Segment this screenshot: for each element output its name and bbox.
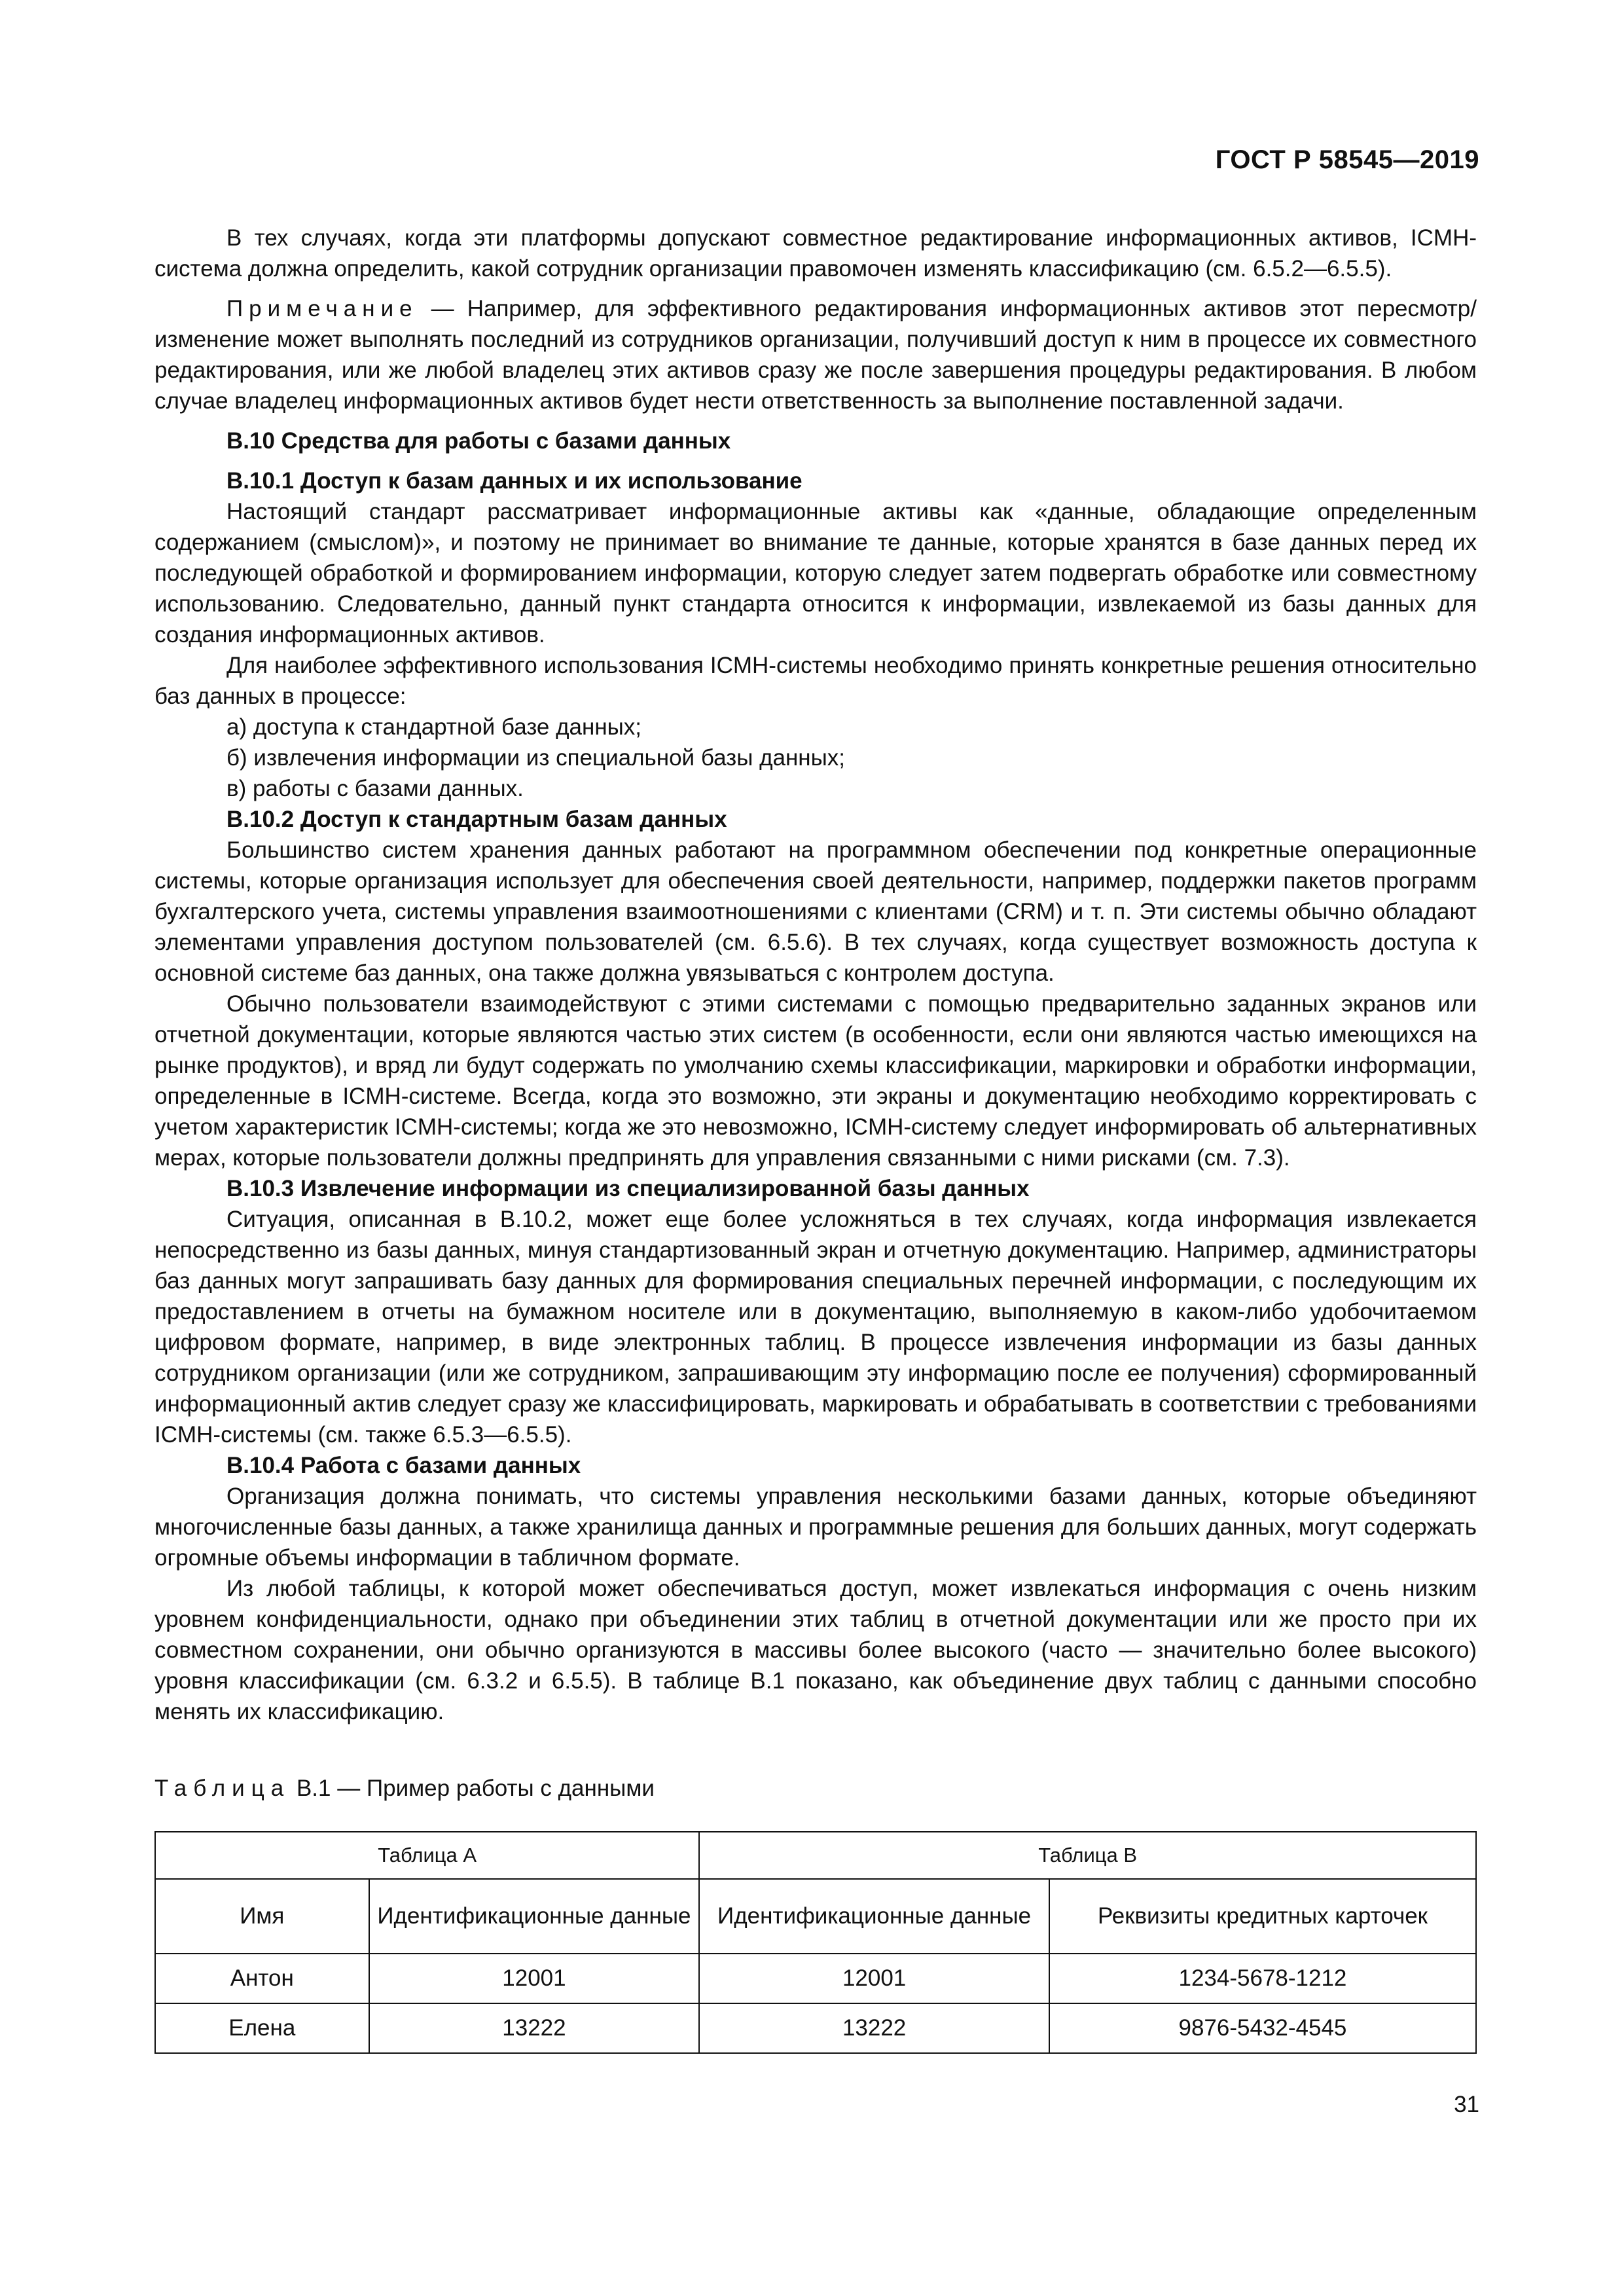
paragraph: Настоящий стандарт рассматривает информационные активы как «данные, обладающие определенным содержанием (смыслом)», и поэтому не принимает во внимание те данные, которые хранятся в базе данных перед их последующей обработкой и формированием информации, которую следует затем подвергать обработке или совместному использованию. Следовательно, данный пункт стандарта относится к информации, извлекаемой из базы данных для создания информационных активов.: [154, 499, 1477, 647]
cell-id-b: 12001: [699, 1954, 1049, 2003]
column-header-id-b: Идентификационные данные: [699, 1879, 1049, 1954]
table-caption-text: В.1 — Пример работы с данными: [290, 1776, 655, 1801]
paragraph: Организация должна понимать, что системы управления несколькими базами данных, которые объединяют многочисленные базы данных, а также хранилища данных и программные решения для больших данных, могут содержать огромные объемы информации в табличном формате.: [154, 1484, 1477, 1571]
paragraph: Обычно пользователи взаимодействуют с этими системами с помощью предварительно заданных экранов или отчетной документации, которые являются частью этих систем (в особенности, если они являются частью имеющихся на рынке продуктов), и вряд ли будут содержать по умолчанию схемы классификации, маркировки и обработки информации, определенные в ICMH-системе. Всегда, когда это возможно, эти экраны и документацию необходимо корректировать с учетом характеристик ICMH-системы; когда же это невозможно, ICMH-систему следует информировать об альтернативных мерах, которые пользователи должны предпринять для управления связанными с ними рисками (см. 7.3).: [154, 991, 1477, 1171]
table-group-b: Таблица В: [699, 1832, 1476, 1879]
paragraph: Ситуация, описанная в В.10.2, может еще более усложняться в тех случаях, когда информация извлекается непосредственно из базы данных, минуя стандартизованный экран и отчетную документацию. Например, администраторы баз данных могут запрашивать базу данных для формирования специальных перечней информации, с последующим их предоставлением в отчеты на бумажном носителе или в документацию, выполняемую в каком-либо удобочитаемом цифровом формате, например, в виде электронных таблиц. В процессе извлечения информации из базы данных сотрудником организации (или же сотрудником, запрашивающим эту информацию после ее получения) сформированный информационный актив следует сразу же классифицировать, маркировать и обрабатывать в соответствии с требованиями ICMH-системы (см. также 6.5.3—6.5.5).: [154, 1207, 1477, 1448]
paragraph: Большинство систем хранения данных работают на программном обеспечении под конкретные операционные системы, которые организация использует для обеспечения своей деятельности, например, поддержки пакетов программ бухгалтерского учета, системы управления взаимоотношениями с клиентами (CRM) и т. п. Эти системы обычно обладают элементами управления доступом пользователей (см. 6.5.6). В тех случаях, когда существует возможность доступа к основной системе баз данных, она также должна увязываться с контролем доступа.: [154, 837, 1477, 986]
section-heading-b10-4: В.10.4 Работа с базами данных: [226, 1453, 581, 1478]
spacer: [154, 456, 1477, 465]
paragraph: Из любой таблицы, к которой может обеспечиваться доступ, может извлекаться информация с очень низким уровнем конфиденциальности, однако при объединении этих таблиц в отчетной документации или же просто при их совместном сохранении, они обычно организуются в массивы более высокого (часто — значительно более высокого) уровня классификации (см. 6.3.2 и 6.5.5). В таблице В.1 показано, как объединение двух таблиц с данными способно менять их классификацию.: [154, 1576, 1477, 1724]
table-caption-label: Таблица: [154, 1776, 291, 1801]
spacer: [154, 416, 1477, 426]
document-body: [154, 223, 1477, 1727]
spacer: [154, 284, 1477, 293]
paragraph: В тех случаях, когда эти платформы допускают совместное редактирование информационных активов, ICMH-система должна определить, какой сотрудник организации правомочен изменять классификацию (см. 6.5.2—6.5.5).: [154, 225, 1477, 282]
column-header-id-a: Идентификационные данные: [369, 1879, 700, 1954]
note-paragraph: [154, 293, 1477, 416]
cell-card: 9876-5432-4545: [1049, 2003, 1476, 2053]
section-heading-b10-3: В.10.3 Извлечение информации из специализированной базы данных: [226, 1176, 1030, 1201]
column-header-name: Имя: [155, 1879, 369, 1954]
list-item-a: а) доступа к стандартной базе данных;: [226, 714, 642, 740]
cell-name: Елена: [155, 2003, 369, 2053]
table-group-a: Таблица А: [155, 1832, 699, 1879]
list-item-b: б) извлечения информации из специальной базы данных;: [226, 745, 845, 771]
cell-id-a: 13222: [369, 2003, 700, 2053]
section-heading-b10-1: В.10.1 Доступ к базам данных и их использование: [226, 468, 803, 494]
note-label: Примечание: [226, 296, 418, 321]
cell-id-a: 12001: [369, 1954, 700, 2003]
paragraph: Для наиболее эффективного использования ICMH-системы необходимо принять конкретные решения относительно баз данных в процессе:: [154, 653, 1477, 709]
list-item-c: в) работы с базами данных.: [226, 776, 524, 801]
table-caption: [154, 1776, 655, 1802]
table-row: [155, 2003, 1476, 2053]
section-heading-b10-2: В.10.2 Доступ к стандартным базам данных: [226, 807, 727, 832]
section-heading-b10: В.10 Средства для работы с базами данных: [226, 428, 731, 454]
data-table: [154, 1831, 1477, 2054]
table-group-header-row: [155, 1832, 1476, 1879]
table-row: [155, 1954, 1476, 2003]
table-header-row: [155, 1879, 1476, 1954]
cell-card: 1234-5678-1212: [1049, 1954, 1476, 2003]
cell-id-b: 13222: [699, 2003, 1049, 2053]
page-number: 31: [1454, 2092, 1479, 2117]
document-standard-header: ГОСТ Р 58545—2019: [1215, 145, 1479, 174]
cell-name: Антон: [155, 1954, 369, 2003]
note-text: — Например, для эффективного редактирования информационных активов этот пересмотр/изменение может выполнять последний из сотрудников организации, получивший доступ к ним в процессе их совместного редактирования, или же любой владелец этих активов сразу же после завершения процедуры редактирования. В любом случае владелец информационных активов будет нести ответственность за выполнение поставленной задачи.: [154, 296, 1477, 414]
column-header-cards: Реквизиты кредитных карточек: [1049, 1879, 1476, 1954]
